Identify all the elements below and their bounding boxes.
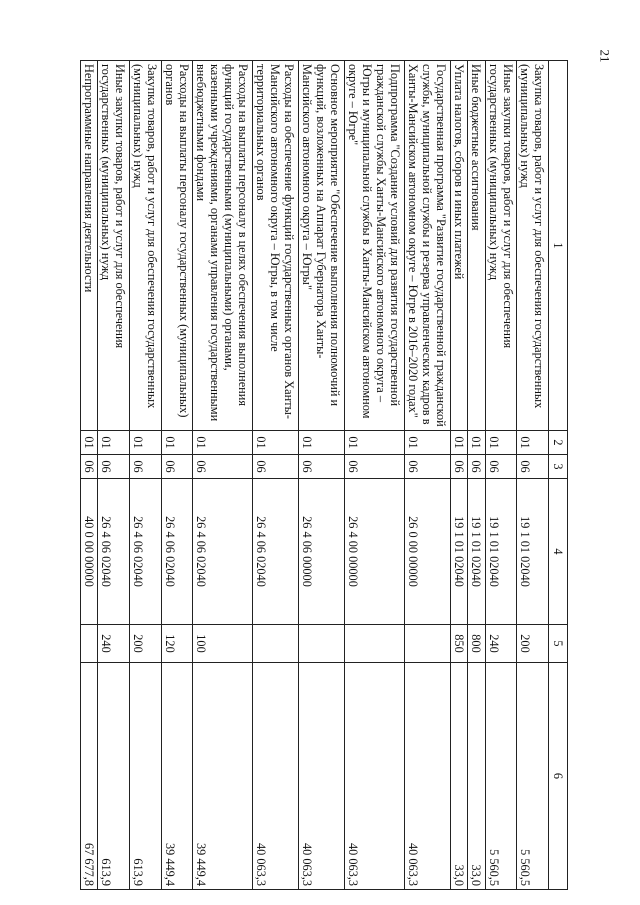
row-name: Иные бюджетные ассигнования xyxy=(468,61,485,431)
row-section: 01 xyxy=(130,431,162,455)
row-amount: 613,9 xyxy=(98,663,130,890)
row-target-code: 19 1 01 02040 xyxy=(517,479,549,625)
row-expense-type: 120 xyxy=(161,625,193,663)
row-subsection: 06 xyxy=(130,455,162,479)
table-row xyxy=(161,61,193,890)
row-subsection: 06 xyxy=(98,455,130,479)
row-amount: 40 063,3 xyxy=(299,663,345,890)
row-section: 01 xyxy=(161,431,193,455)
header-col-3: 3 xyxy=(549,455,568,479)
row-amount: 39 449,4 xyxy=(193,663,253,890)
row-target-code: 26 4 06 02040 xyxy=(193,479,253,625)
table-row xyxy=(451,61,468,890)
row-target-code: 26 4 00 00000 xyxy=(345,479,405,625)
table-row xyxy=(98,61,130,890)
header-row xyxy=(549,61,568,890)
row-subsection: 06 xyxy=(451,455,468,479)
table-row xyxy=(485,61,517,890)
header-col-4: 4 xyxy=(549,479,568,625)
header-col-2: 2 xyxy=(549,431,568,455)
row-amount: 40 063,3 xyxy=(345,663,405,890)
row-amount: 613,9 xyxy=(130,663,162,890)
row-name: Расходы на выплаты персоналу в целях обеспечения выполнения функций государственными (муниципальными) органами, казенными учреждениями, органами управления государственными внебюджетными фондами xyxy=(193,61,253,431)
row-name: Расходы на выплаты персоналу государственных (муниципальных) органов xyxy=(161,61,193,431)
row-expense-type: 240 xyxy=(485,625,517,663)
row-subsection: 06 xyxy=(81,455,98,479)
row-amount: 33,0 xyxy=(468,663,485,890)
row-expense-type xyxy=(299,625,345,663)
row-expense-type: 850 xyxy=(451,625,468,663)
row-section: 01 xyxy=(98,431,130,455)
row-target-code: 26 4 06 02040 xyxy=(130,479,162,625)
row-name: Иные закупки товаров, работ и услуг для обеспечения государственных (муниципальных) нужд xyxy=(98,61,130,431)
row-section: 01 xyxy=(299,431,345,455)
row-subsection: 06 xyxy=(253,455,299,479)
row-subsection: 06 xyxy=(485,455,517,479)
table-row xyxy=(299,61,345,890)
row-target-code: 26 4 06 02040 xyxy=(98,479,130,625)
row-section: 01 xyxy=(468,431,485,455)
table-row xyxy=(193,61,253,890)
row-amount: 5 560,5 xyxy=(517,663,549,890)
table-row xyxy=(253,61,299,890)
row-target-code: 19 1 01 02040 xyxy=(468,479,485,625)
row-section: 01 xyxy=(345,431,405,455)
row-section: 01 xyxy=(405,431,451,455)
header-col-5: 5 xyxy=(549,625,568,663)
row-expense-type xyxy=(405,625,451,663)
row-section: 01 xyxy=(485,431,517,455)
header-col-1: 1 xyxy=(549,61,568,431)
header-col-6: 6 xyxy=(549,663,568,890)
table-row xyxy=(468,61,485,890)
row-subsection: 06 xyxy=(193,455,253,479)
row-subsection: 06 xyxy=(517,455,549,479)
table-row xyxy=(81,61,98,890)
row-name: Уплата налогов, сборов и иных платежей xyxy=(451,61,468,431)
row-section: 01 xyxy=(81,431,98,455)
row-target-code: 19 1 01 02040 xyxy=(451,479,468,625)
page-number: 21 xyxy=(597,49,613,63)
row-amount: 39 449,4 xyxy=(161,663,193,890)
row-amount: 40 063,3 xyxy=(253,663,299,890)
table-row xyxy=(345,61,405,890)
table-row xyxy=(130,61,162,890)
row-name: Закупка товаров, работ и услуг для обеспечения государственных (муниципальных) нужд xyxy=(517,61,549,431)
row-target-code: 26 4 06 00000 xyxy=(299,479,345,625)
row-name: Закупка товаров, работ и услуг для обеспечения государственных (муниципальных) нужд xyxy=(130,61,162,431)
rotated-table-container xyxy=(80,60,568,889)
row-subsection: 06 xyxy=(405,455,451,479)
row-subsection: 06 xyxy=(161,455,193,479)
row-section: 01 xyxy=(517,431,549,455)
row-target-code: 26 4 06 02040 xyxy=(253,479,299,625)
row-name: Подпрограмма "Создание условий для развития государственной гражданской службы Ханты-Мансийского автономного округа – Югры и муниципальной службы в Ханты-Мансийском автономном округе – Югре" xyxy=(345,61,405,431)
row-target-code: 26 0 00 00000 xyxy=(405,479,451,625)
row-expense-type xyxy=(345,625,405,663)
table-row xyxy=(517,61,549,890)
row-name: Расходы на обеспечение функций государственных органов Ханты-Мансийского автономного округа – Югры, в том числе территориальных органов xyxy=(253,61,299,431)
row-name: Основное мероприятие "Обеспечение выполнения полномочий и функций, возложенных на Аппарат Губернатора Ханты-Мансийского автономного округа – Югры" xyxy=(299,61,345,431)
row-section: 01 xyxy=(451,431,468,455)
row-expense-type xyxy=(253,625,299,663)
table-row xyxy=(405,61,451,890)
row-expense-type: 100 xyxy=(193,625,253,663)
row-target-code: 40 0 00 00000 xyxy=(81,479,98,625)
row-expense-type: 800 xyxy=(468,625,485,663)
row-expense-type: 200 xyxy=(130,625,162,663)
row-expense-type: 200 xyxy=(517,625,549,663)
row-subsection: 06 xyxy=(299,455,345,479)
row-name: Иные закупки товаров, работ и услуг для обеспечения государственных (муниципальных) нужд xyxy=(485,61,517,431)
row-amount: 5 560,5 xyxy=(485,663,517,890)
row-section: 01 xyxy=(253,431,299,455)
row-expense-type xyxy=(81,625,98,663)
row-section: 01 xyxy=(193,431,253,455)
row-amount: 67 677,8 xyxy=(81,663,98,890)
row-target-code: 19 1 01 02040 xyxy=(485,479,517,625)
row-amount: 40 063,3 xyxy=(405,663,451,890)
row-subsection: 06 xyxy=(468,455,485,479)
row-name: Непрограммные направления деятельности xyxy=(81,61,98,431)
row-amount: 33,0 xyxy=(451,663,468,890)
row-subsection: 06 xyxy=(345,455,405,479)
row-name: Государственная программа "Развитие государственной гражданской службы, муниципальной службы и резерва управленческих кадров в Ханты-Мансийском автономном округе – Югре в 2016–2020 годах" xyxy=(405,61,451,431)
row-target-code: 26 4 06 02040 xyxy=(161,479,193,625)
row-expense-type: 240 xyxy=(98,625,130,663)
budget-table xyxy=(80,60,568,890)
